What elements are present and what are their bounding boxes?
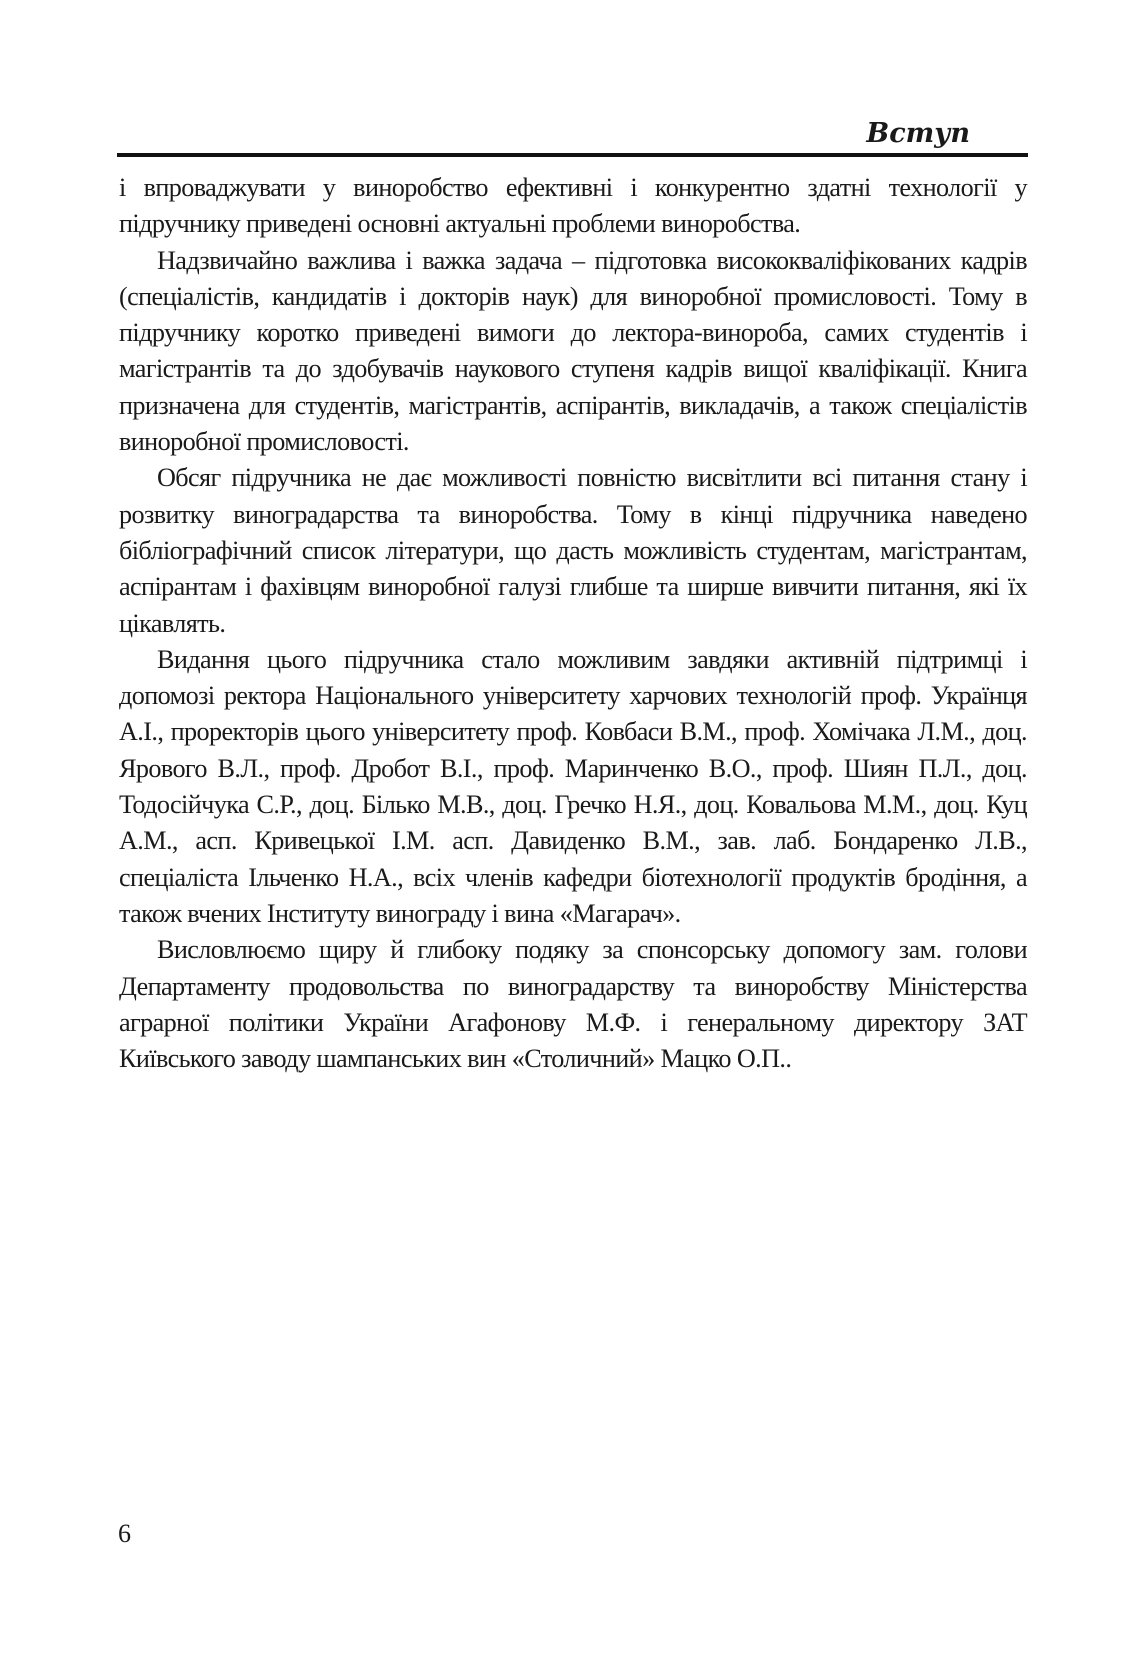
paragraph: Висловлюємо щиру й глибоку подяку за спонсорську допомогу зам. голови Департаменту продовольства по виноградарству та виноробству Міністерства аграрної політики України Агафонову М.Ф. і генеральному директору ЗАТ Київського заводу шампанських вин «Столичний» Мацко О.П.. xyxy=(119,935,1027,1074)
running-header-title: Вступ xyxy=(866,118,970,149)
body-text xyxy=(119,170,1027,1077)
paragraph-continuation: і впроваджувати у виноробство ефективні і конкурентно здатні технології у підручнику приведені основні актуальні проблеми виноробства. xyxy=(119,173,1027,239)
paragraph: Надзвичайно важлива і важка задача – підготовка висококваліфікованих кадрів (спеціалістів, кандидатів і докторів наук) для виноробної промисловості. Тому в підручнику коротко приведені вимоги до лектора-винороба, самих студентів і магістрантів та до здобувачів наукового ступеня кадрів вищої кваліфікації. Книга призначена для студентів, магістрантів, аспірантів, викладачів, а також спеціалістів виноробної промисловості. xyxy=(119,245,1027,457)
paragraph: Обсяг підручника не дає можливості повністю висвітлити всі питання стану і розвитку виноградарства та виноробства. Тому в кінці підручника наведено бібліографічний список літератури, що дасть можливість студентам, магістрантам, аспірантам і фахівцям виноробної галузі глибше та ширше вивчити питання, які їх цікавлять. xyxy=(119,463,1027,638)
page-number: 6 xyxy=(118,1519,131,1548)
paragraph: Видання цього підручника стало можливим завдяки активній підтримці і допомозі ректора Національного університету харчових технологій проф. Українця А.І., проректорів цього університету проф. Ковбаси В.М., проф. Хомічака Л.М., доц. Ярового В.Л., проф. Дробот В.І., проф. Маринченко В.О., проф. Шиян П.Л., доц. Тодосійчука С.Р., доц. Білько М.В., доц. Гречко Н.Я., доц. Ковальова М.М., доц. Куц А.М., асп. Кривецької І.М. асп. Давиденко В.М., зав. лаб. Бондаренко Л.В., спеціаліста Ільченко Н.А., всіх членів кафедри біотехнології продуктів бродіння, а також вчених Інституту винограду і вина «Магарач». xyxy=(119,644,1027,928)
header-rule xyxy=(117,153,1028,157)
